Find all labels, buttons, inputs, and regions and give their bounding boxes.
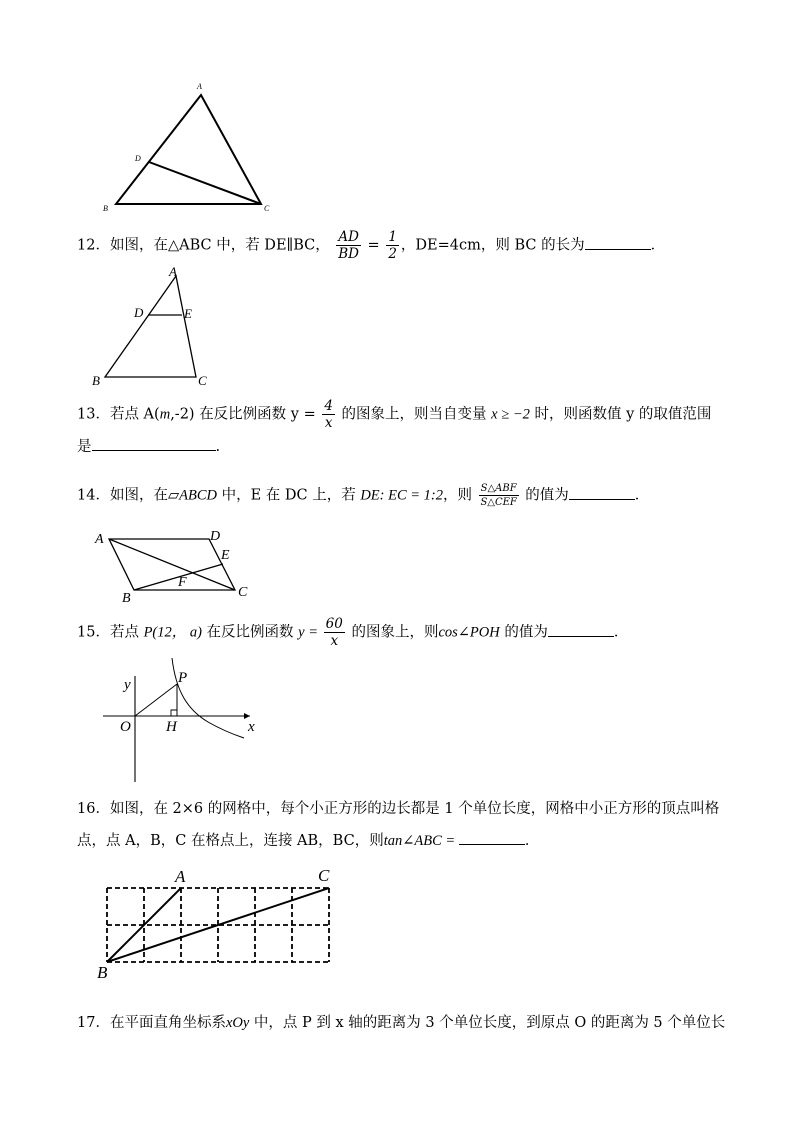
question-13-line2: 是 .: [77, 436, 220, 457]
svg-text:A: A: [175, 867, 186, 886]
figure-inverse-proportion-graph: [100, 652, 270, 784]
label-c: C: [264, 204, 270, 213]
question-12: 12．如图，在△ABC 中，若 DE∥BC， $\frac{AD}{BD}$ = $\frac{1}{2}$ ，DE=4cm，则 BC 的长为 ．: [77, 229, 666, 262]
question-17: 17．在平面直角坐标系xOy 中，点 P 到 x 轴的距离为 3 个单位长度，到原点 O 的距离为 5 个单位长: [77, 1015, 726, 1031]
answer-blank[interactable]: [585, 235, 651, 250]
svg-text:y: y: [124, 677, 131, 693]
answer-blank[interactable]: [548, 622, 614, 637]
label-b: B: [103, 204, 108, 213]
fraction-60-over-x: $\frac{60}{x}$: [325, 616, 343, 649]
svg-text:C: C: [238, 585, 248, 600]
svg-text:D: D: [134, 305, 144, 320]
question-13: 13．若点 A(m,-2) 在反比例函数 y = $\frac{4}{x}$ 的图象上，则当自变量 x ≥ −2 时，则函数值 y 的取值范围: [77, 398, 712, 431]
svg-text:O: O: [120, 719, 131, 735]
fraction-ad-bd: $\frac{AD}{BD}$: [338, 229, 360, 262]
label-a: A: [197, 82, 202, 91]
svg-text:B: B: [97, 963, 108, 982]
svg-text:x: x: [248, 719, 255, 735]
svg-text:C: C: [318, 866, 330, 885]
svg-text:H: H: [166, 719, 177, 735]
answer-blank[interactable]: [569, 485, 635, 500]
svg-text:F: F: [178, 575, 187, 590]
question-16: 16．如图，在 2×6 的网格中，每个小正方形的边长都是 1 个单位长度，网格中小正方形的顶点叫格: [77, 801, 720, 817]
figure-grid-2x6: [96, 864, 341, 982]
svg-text:B: B: [122, 591, 131, 604]
answer-blank[interactable]: [459, 830, 525, 845]
fraction-half: $\frac{1}{2}$: [388, 229, 397, 262]
svg-text:E: E: [184, 306, 192, 321]
figure-parallelogram-abcd: [90, 524, 260, 604]
svg-text:A: A: [169, 264, 177, 279]
figure-triangle-de-parallel-bc: [88, 262, 218, 390]
answer-blank[interactable]: [92, 436, 216, 451]
question-15: 15．若点 P(12， a) 在反比例函数 y = $\frac{60}{x}$ 的图象上，则cos∠POH 的值为 ．: [77, 616, 629, 649]
svg-text:A: A: [95, 532, 104, 547]
svg-text:E: E: [221, 548, 230, 563]
fraction-area-ratio: $\frac{\text{S△ABF}}{\text{S△CEF}}$: [480, 483, 517, 508]
svg-text:B: B: [92, 373, 100, 388]
question-number: 12．: [77, 237, 110, 254]
label-d: D: [135, 154, 141, 163]
fraction-4-over-x: $\frac{4}{x}$: [324, 398, 333, 431]
svg-text:D: D: [210, 529, 221, 544]
svg-text:P: P: [178, 670, 188, 686]
question-14: 14．如图，在▱ABCD 中，E 在 DC 上，若 DE: EC = 1:2，则 $\frac{\text{S△ABF}}{\text{S△CEF}}$ 的值为 ．: [77, 483, 650, 508]
question-16-line2: 点，点 A，B，C 在格点上，连接 AB，BC，则tan∠ABC = ．: [77, 830, 539, 851]
figure-triangle-abc-top: [95, 78, 285, 218]
svg-text:C: C: [198, 373, 207, 388]
